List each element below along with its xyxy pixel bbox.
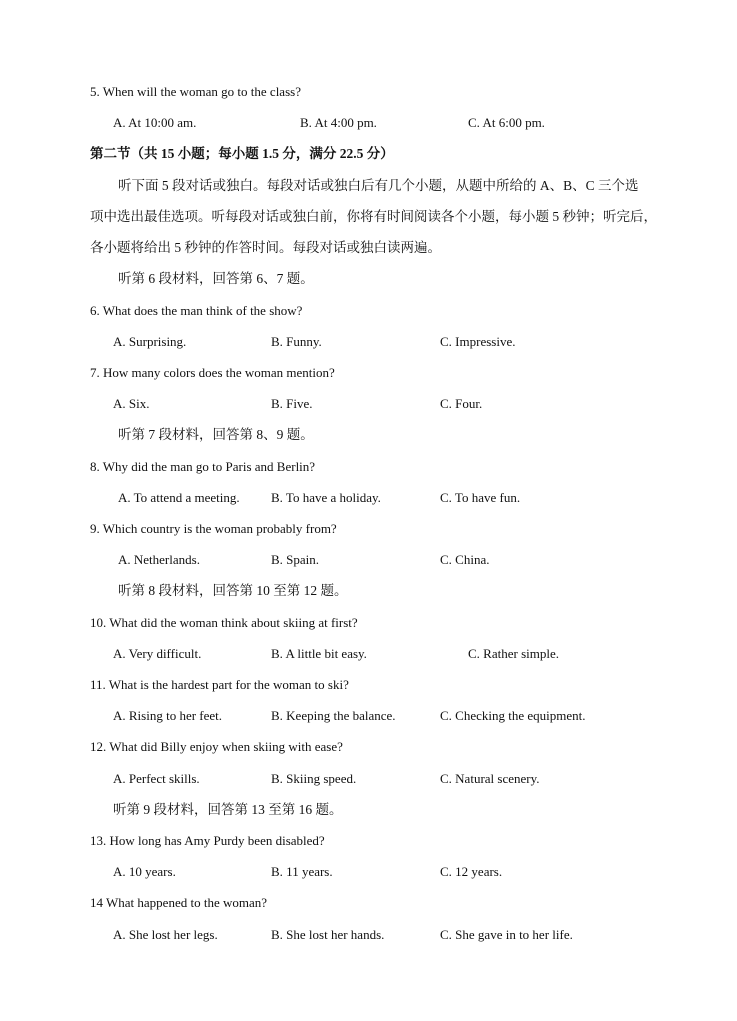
question-14-option-c: C. She gave in to her life. xyxy=(440,927,573,942)
question-6-option-a: A. Surprising. xyxy=(113,334,187,349)
question-8-option-a: A. To attend a meeting. xyxy=(118,490,240,505)
question-13-option-b: B. 11 years. xyxy=(271,864,333,879)
question-5-option-a: A. At 10:00 am. xyxy=(113,115,197,130)
question-10-stem: 10. What did the woman think about skiing at first? xyxy=(90,615,358,630)
question-11-option-b: B. Keeping the balance. xyxy=(271,708,396,723)
material-7-note: 听第 7 段材料，回答第 8、9 题。 xyxy=(118,427,314,442)
question-10-option-a: A. Very difficult. xyxy=(113,646,202,661)
question-12-option-b: B. Skiing speed. xyxy=(271,771,357,786)
question-10-option-b: B. A little bit easy. xyxy=(271,646,367,661)
instructions-line-1: 听下面 5 段对话或独白。每段对话或独白后有几个小题，从题中所给的 A、B、C 三个选 xyxy=(118,178,639,193)
question-14-option-b: B. She lost her hands. xyxy=(271,927,385,942)
question-5-option-b: B. At 4:00 pm. xyxy=(300,115,377,130)
question-6-stem: 6. What does the man think of the show? xyxy=(90,303,303,318)
question-12-option-c: C. Natural scenery. xyxy=(440,771,540,786)
question-6-option-b: B. Funny. xyxy=(271,334,322,349)
question-14-stem: 14 What happened to the woman? xyxy=(90,895,268,910)
question-10-option-c: C. Rather simple. xyxy=(468,646,559,661)
question-8-stem: 8. Why did the man go to Paris and Berlin? xyxy=(90,459,316,474)
question-9-option-a: A. Netherlands. xyxy=(118,552,200,567)
question-5-stem: 5. When will the woman go to the class? xyxy=(90,84,301,99)
question-7-option-c: C. Four. xyxy=(440,396,483,411)
instructions-line-3: 各小题将给出 5 秒钟的作答时间。每段对话或独白读两遍。 xyxy=(90,240,441,255)
question-7-option-b: B. Five. xyxy=(271,396,313,411)
question-13-option-a: A. 10 years. xyxy=(113,864,176,879)
question-9-option-b: B. Spain. xyxy=(271,552,320,567)
question-12-option-a: A. Perfect skills. xyxy=(113,771,200,786)
question-13-stem: 13. How long has Amy Purdy been disabled? xyxy=(90,833,325,848)
question-7-stem: 7. How many colors does the woman mention? xyxy=(90,365,335,380)
question-9-stem: 9. Which country is the woman probably from? xyxy=(90,521,337,536)
question-6-option-c: C. Impressive. xyxy=(440,334,516,349)
question-8-option-b: B. To have a holiday. xyxy=(271,490,381,505)
question-11-option-c: C. Checking the equipment. xyxy=(440,708,586,723)
question-14-option-a: A. She lost her legs. xyxy=(113,927,218,942)
instructions-line-2: 项中选出最佳选项。听每段对话或独白前，你将有时间阅读各个小题，每小题 5 秒钟；听完后， xyxy=(90,209,657,224)
question-5-option-c: C. At 6:00 pm. xyxy=(468,115,545,130)
material-9-note: 听第 9 段材料，回答第 13 至第 16 题。 xyxy=(113,802,343,817)
material-6-note: 听第 6 段材料，回答第 6、7 题。 xyxy=(118,271,314,286)
question-9-option-c: C. China. xyxy=(440,552,490,567)
question-11-option-a: A. Rising to her feet. xyxy=(113,708,223,723)
question-13-option-c: C. 12 years. xyxy=(440,864,503,879)
question-8-option-c: C. To have fun. xyxy=(440,490,521,505)
material-8-note: 听第 8 段材料，回答第 10 至第 12 题。 xyxy=(118,583,348,598)
question-12-stem: 12. What did Billy enjoy when skiing with ease? xyxy=(90,739,343,754)
section-2-title: 第二节（共 15 小题；每小题 1.5 分，满分 22.5 分） xyxy=(90,146,394,161)
question-7-option-a: A. Six. xyxy=(113,396,150,411)
question-11-stem: 11. What is the hardest part for the woman to ski? xyxy=(90,677,349,692)
